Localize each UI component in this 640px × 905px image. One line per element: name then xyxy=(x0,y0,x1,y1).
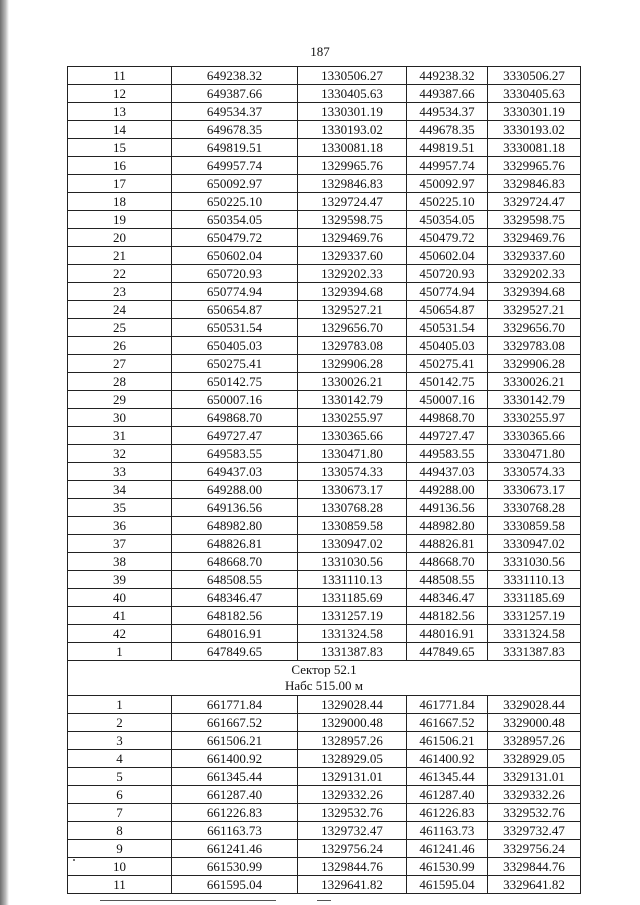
x-coordinate-cell: 648016.91 xyxy=(172,625,298,643)
x-local-cell: 449288.00 xyxy=(407,481,488,499)
table-row xyxy=(68,858,581,876)
x-coordinate-cell: 650405.03 xyxy=(172,337,298,355)
coordinates-table xyxy=(67,66,581,894)
y-coordinate-cell: 1329965.76 xyxy=(298,157,407,175)
scan-speck xyxy=(73,859,75,861)
y-local-cell: 3330142.79 xyxy=(488,391,581,409)
table-row xyxy=(68,607,581,625)
y-coordinate-cell: 1330859.58 xyxy=(298,517,407,535)
table-row xyxy=(68,427,581,445)
y-coordinate-cell: 1329756.24 xyxy=(298,840,407,858)
y-local-cell: 3329131.01 xyxy=(488,768,581,786)
y-local-cell: 3329202.33 xyxy=(488,265,581,283)
x-local-cell: 450092.97 xyxy=(407,175,488,193)
x-local-cell: 461667.52 xyxy=(407,714,488,732)
y-local-cell: 3330673.17 xyxy=(488,481,581,499)
point-number-cell: 33 xyxy=(68,463,172,481)
y-coordinate-cell: 1329906.28 xyxy=(298,355,407,373)
x-local-cell: 448182.56 xyxy=(407,607,488,625)
y-coordinate-cell: 1330142.79 xyxy=(298,391,407,409)
table-row xyxy=(68,499,581,517)
point-number-cell: 2 xyxy=(68,714,172,732)
x-local-cell: 461506.21 xyxy=(407,732,488,750)
y-local-cell: 3329332.26 xyxy=(488,786,581,804)
table-row xyxy=(68,876,581,894)
x-coordinate-cell: 661667.52 xyxy=(172,714,298,732)
table-row xyxy=(68,786,581,804)
point-number-cell: 29 xyxy=(68,391,172,409)
point-number-cell: 38 xyxy=(68,553,172,571)
x-coordinate-cell: 650720.93 xyxy=(172,265,298,283)
y-local-cell: 3330859.58 xyxy=(488,517,581,535)
point-number-cell: 6 xyxy=(68,786,172,804)
x-local-cell: 449136.56 xyxy=(407,499,488,517)
y-local-cell: 3329724.47 xyxy=(488,193,581,211)
x-coordinate-cell: 661345.44 xyxy=(172,768,298,786)
x-coordinate-cell: 648668.70 xyxy=(172,553,298,571)
x-coordinate-cell: 650531.54 xyxy=(172,319,298,337)
y-local-cell: 3330301.19 xyxy=(488,103,581,121)
x-local-cell: 449678.35 xyxy=(407,121,488,139)
point-number-cell: 9 xyxy=(68,840,172,858)
y-coordinate-cell: 1330081.18 xyxy=(298,139,407,157)
x-local-cell: 450720.93 xyxy=(407,265,488,283)
x-local-cell: 449727.47 xyxy=(407,427,488,445)
x-coordinate-cell: 647849.65 xyxy=(172,643,298,661)
table-row xyxy=(68,643,581,661)
y-local-cell: 3331185.69 xyxy=(488,589,581,607)
x-coordinate-cell: 661400.92 xyxy=(172,750,298,768)
point-number-cell: 41 xyxy=(68,607,172,625)
x-local-cell: 449957.74 xyxy=(407,157,488,175)
y-coordinate-cell: 1329131.01 xyxy=(298,768,407,786)
x-coordinate-cell: 650774.94 xyxy=(172,283,298,301)
y-local-cell: 3330026.21 xyxy=(488,373,581,391)
y-coordinate-cell: 1329844.76 xyxy=(298,858,407,876)
y-local-cell: 3331324.58 xyxy=(488,625,581,643)
y-local-cell: 3330768.28 xyxy=(488,499,581,517)
point-number-cell: 1 xyxy=(68,643,172,661)
x-local-cell: 448016.91 xyxy=(407,625,488,643)
x-local-cell: 461345.44 xyxy=(407,768,488,786)
y-local-cell: 3329906.28 xyxy=(488,355,581,373)
point-number-cell: 31 xyxy=(68,427,172,445)
y-coordinate-cell: 1330405.63 xyxy=(298,85,407,103)
x-coordinate-cell: 661595.04 xyxy=(172,876,298,894)
y-local-cell: 3329000.48 xyxy=(488,714,581,732)
x-coordinate-cell: 661530.99 xyxy=(172,858,298,876)
y-coordinate-cell: 1329846.83 xyxy=(298,175,407,193)
y-local-cell: 3330471.80 xyxy=(488,445,581,463)
point-number-cell: 8 xyxy=(68,822,172,840)
point-number-cell: 39 xyxy=(68,571,172,589)
x-coordinate-cell: 649534.37 xyxy=(172,103,298,121)
x-local-cell: 450354.05 xyxy=(407,211,488,229)
x-local-cell: 449387.66 xyxy=(407,85,488,103)
table-row xyxy=(68,175,581,193)
x-coordinate-cell: 661771.84 xyxy=(172,696,298,714)
y-coordinate-cell: 1330574.33 xyxy=(298,463,407,481)
point-number-cell: 13 xyxy=(68,103,172,121)
x-local-cell: 447849.65 xyxy=(407,643,488,661)
point-number-cell: 25 xyxy=(68,319,172,337)
x-local-cell: 461287.40 xyxy=(407,786,488,804)
point-number-cell: 37 xyxy=(68,535,172,553)
y-local-cell: 3328957.26 xyxy=(488,732,581,750)
y-coordinate-cell: 1329783.08 xyxy=(298,337,407,355)
table-row xyxy=(68,696,581,714)
point-number-cell: 3 xyxy=(68,732,172,750)
y-coordinate-cell: 1330947.02 xyxy=(298,535,407,553)
table-row xyxy=(68,840,581,858)
point-number-cell: 34 xyxy=(68,481,172,499)
table-row xyxy=(68,121,581,139)
table-row xyxy=(68,265,581,283)
y-coordinate-cell: 1329656.70 xyxy=(298,319,407,337)
x-coordinate-cell: 661226.83 xyxy=(172,804,298,822)
y-local-cell: 3330255.97 xyxy=(488,409,581,427)
y-coordinate-cell: 1329598.75 xyxy=(298,211,407,229)
footer-rule xyxy=(100,900,276,901)
table-row xyxy=(68,211,581,229)
x-coordinate-cell: 661163.73 xyxy=(172,822,298,840)
y-local-cell: 3329965.76 xyxy=(488,157,581,175)
y-local-cell: 3330405.63 xyxy=(488,85,581,103)
y-local-cell: 3331257.19 xyxy=(488,607,581,625)
point-number-cell: 19 xyxy=(68,211,172,229)
table-row xyxy=(68,283,581,301)
point-number-cell: 7 xyxy=(68,804,172,822)
y-coordinate-cell: 1330193.02 xyxy=(298,121,407,139)
point-number-cell: 26 xyxy=(68,337,172,355)
y-coordinate-cell: 1331110.13 xyxy=(298,571,407,589)
y-coordinate-cell: 1329724.47 xyxy=(298,193,407,211)
y-coordinate-cell: 1331030.56 xyxy=(298,553,407,571)
table-row xyxy=(68,463,581,481)
x-local-cell: 450602.04 xyxy=(407,247,488,265)
y-local-cell: 3329641.82 xyxy=(488,876,581,894)
x-coordinate-cell: 649727.47 xyxy=(172,427,298,445)
y-coordinate-cell: 1329394.68 xyxy=(298,283,407,301)
table-row xyxy=(68,355,581,373)
y-coordinate-cell: 1331324.58 xyxy=(298,625,407,643)
table-row xyxy=(68,373,581,391)
x-coordinate-cell: 649819.51 xyxy=(172,139,298,157)
x-local-cell: 448826.81 xyxy=(407,535,488,553)
x-coordinate-cell: 648182.56 xyxy=(172,607,298,625)
x-local-cell: 450531.54 xyxy=(407,319,488,337)
point-number-cell: 4 xyxy=(68,750,172,768)
point-number-cell: 15 xyxy=(68,139,172,157)
x-local-cell: 448982.80 xyxy=(407,517,488,535)
point-number-cell: 17 xyxy=(68,175,172,193)
y-coordinate-cell: 1329732.47 xyxy=(298,822,407,840)
y-local-cell: 3329732.47 xyxy=(488,822,581,840)
x-coordinate-cell: 650354.05 xyxy=(172,211,298,229)
x-coordinate-cell: 648982.80 xyxy=(172,517,298,535)
x-coordinate-cell: 649583.55 xyxy=(172,445,298,463)
y-local-cell: 3330365.66 xyxy=(488,427,581,445)
point-number-cell: 5 xyxy=(68,768,172,786)
table-row xyxy=(68,139,581,157)
point-number-cell: 32 xyxy=(68,445,172,463)
point-number-cell: 28 xyxy=(68,373,172,391)
x-coordinate-cell: 648826.81 xyxy=(172,535,298,553)
x-local-cell: 449437.03 xyxy=(407,463,488,481)
x-local-cell: 448668.70 xyxy=(407,553,488,571)
point-number-cell: 24 xyxy=(68,301,172,319)
point-number-cell: 16 xyxy=(68,157,172,175)
y-local-cell: 3328929.05 xyxy=(488,750,581,768)
coordinates-table-body xyxy=(68,67,581,894)
table-row xyxy=(68,571,581,589)
y-local-cell: 3329394.68 xyxy=(488,283,581,301)
y-coordinate-cell: 1328957.26 xyxy=(298,732,407,750)
x-local-cell: 461400.92 xyxy=(407,750,488,768)
x-local-cell: 461163.73 xyxy=(407,822,488,840)
footer-rule-short xyxy=(317,900,331,901)
y-coordinate-cell: 1329337.60 xyxy=(298,247,407,265)
x-coordinate-cell: 650602.04 xyxy=(172,247,298,265)
y-coordinate-cell: 1329469.76 xyxy=(298,229,407,247)
y-local-cell: 3329756.24 xyxy=(488,840,581,858)
x-local-cell: 450654.87 xyxy=(407,301,488,319)
y-coordinate-cell: 1330768.28 xyxy=(298,499,407,517)
page-number: 187 xyxy=(310,44,330,59)
x-local-cell: 448508.55 xyxy=(407,571,488,589)
point-number-cell: 18 xyxy=(68,193,172,211)
y-coordinate-cell: 1330301.19 xyxy=(298,103,407,121)
y-local-cell: 3330193.02 xyxy=(488,121,581,139)
x-coordinate-cell: 649957.74 xyxy=(172,157,298,175)
table-row xyxy=(68,85,581,103)
point-number-cell: 1 xyxy=(68,696,172,714)
table-row xyxy=(68,750,581,768)
table-row xyxy=(68,732,581,750)
x-local-cell: 450479.72 xyxy=(407,229,488,247)
point-number-cell: 27 xyxy=(68,355,172,373)
x-local-cell: 449819.51 xyxy=(407,139,488,157)
x-local-cell: 461595.04 xyxy=(407,876,488,894)
x-local-cell: 450774.94 xyxy=(407,283,488,301)
y-coordinate-cell: 1330471.80 xyxy=(298,445,407,463)
table-row xyxy=(68,337,581,355)
y-local-cell: 3329844.76 xyxy=(488,858,581,876)
y-local-cell: 3330506.27 xyxy=(488,67,581,85)
x-local-cell: 450405.03 xyxy=(407,337,488,355)
x-local-cell: 461771.84 xyxy=(407,696,488,714)
y-coordinate-cell: 1329028.44 xyxy=(298,696,407,714)
x-coordinate-cell: 648508.55 xyxy=(172,571,298,589)
y-local-cell: 3331030.56 xyxy=(488,553,581,571)
point-number-cell: 10 xyxy=(68,858,172,876)
x-coordinate-cell: 661241.46 xyxy=(172,840,298,858)
table-row xyxy=(68,409,581,427)
sector-title: Сектор 52.1 xyxy=(291,662,357,677)
table-row xyxy=(68,481,581,499)
x-coordinate-cell: 650092.97 xyxy=(172,175,298,193)
table-row xyxy=(68,445,581,463)
y-coordinate-cell: 1331185.69 xyxy=(298,589,407,607)
y-local-cell: 3329337.60 xyxy=(488,247,581,265)
x-coordinate-cell: 649678.35 xyxy=(172,121,298,139)
x-coordinate-cell: 650142.75 xyxy=(172,373,298,391)
x-coordinate-cell: 649288.00 xyxy=(172,481,298,499)
table-row xyxy=(68,193,581,211)
x-local-cell: 450142.75 xyxy=(407,373,488,391)
y-coordinate-cell: 1330255.97 xyxy=(298,409,407,427)
table-row xyxy=(68,247,581,265)
point-number-cell: 22 xyxy=(68,265,172,283)
y-local-cell: 3331387.83 xyxy=(488,643,581,661)
table-row xyxy=(68,301,581,319)
table-row xyxy=(68,714,581,732)
y-local-cell: 3329846.83 xyxy=(488,175,581,193)
y-local-cell: 3329532.76 xyxy=(488,804,581,822)
x-local-cell: 461226.83 xyxy=(407,804,488,822)
x-local-cell: 450225.10 xyxy=(407,193,488,211)
y-local-cell: 3330947.02 xyxy=(488,535,581,553)
x-coordinate-cell: 650275.41 xyxy=(172,355,298,373)
table-row xyxy=(68,319,581,337)
y-local-cell: 3329656.70 xyxy=(488,319,581,337)
x-coordinate-cell: 649136.56 xyxy=(172,499,298,517)
y-local-cell: 3331110.13 xyxy=(488,571,581,589)
table-row xyxy=(68,535,581,553)
y-coordinate-cell: 1329000.48 xyxy=(298,714,407,732)
table-row xyxy=(68,589,581,607)
table-row xyxy=(68,822,581,840)
point-number-cell: 14 xyxy=(68,121,172,139)
point-number-cell: 35 xyxy=(68,499,172,517)
table-row xyxy=(68,157,581,175)
point-number-cell: 11 xyxy=(68,67,172,85)
y-coordinate-cell: 1330506.27 xyxy=(298,67,407,85)
y-coordinate-cell: 1329641.82 xyxy=(298,876,407,894)
table-row xyxy=(68,103,581,121)
table-row xyxy=(68,391,581,409)
y-coordinate-cell: 1329527.21 xyxy=(298,301,407,319)
y-coordinate-cell: 1329332.26 xyxy=(298,786,407,804)
y-coordinate-cell: 1329532.76 xyxy=(298,804,407,822)
y-coordinate-cell: 1331257.19 xyxy=(298,607,407,625)
x-coordinate-cell: 649238.32 xyxy=(172,67,298,85)
y-local-cell: 3329028.44 xyxy=(488,696,581,714)
y-coordinate-cell: 1330026.21 xyxy=(298,373,407,391)
y-local-cell: 3330081.18 xyxy=(488,139,581,157)
point-number-cell: 36 xyxy=(68,517,172,535)
x-coordinate-cell: 661506.21 xyxy=(172,732,298,750)
x-coordinate-cell: 650479.72 xyxy=(172,229,298,247)
y-local-cell: 3329598.75 xyxy=(488,211,581,229)
x-local-cell: 449583.55 xyxy=(407,445,488,463)
table-row xyxy=(68,804,581,822)
point-number-cell: 42 xyxy=(68,625,172,643)
y-local-cell: 3329783.08 xyxy=(488,337,581,355)
x-coordinate-cell: 661287.40 xyxy=(172,786,298,804)
x-local-cell: 461241.46 xyxy=(407,840,488,858)
y-coordinate-cell: 1331387.83 xyxy=(298,643,407,661)
table-row xyxy=(68,517,581,535)
x-coordinate-cell: 650007.16 xyxy=(172,391,298,409)
x-local-cell: 450275.41 xyxy=(407,355,488,373)
x-local-cell: 461530.99 xyxy=(407,858,488,876)
sector-elevation: Набс 515.00 м xyxy=(284,678,364,693)
sector-header-row xyxy=(68,661,581,696)
x-local-cell: 450007.16 xyxy=(407,391,488,409)
x-local-cell: 449238.32 xyxy=(407,67,488,85)
y-coordinate-cell: 1329202.33 xyxy=(298,265,407,283)
point-number-cell: 12 xyxy=(68,85,172,103)
table-row xyxy=(68,553,581,571)
point-number-cell: 11 xyxy=(68,876,172,894)
x-local-cell: 449534.37 xyxy=(407,103,488,121)
x-coordinate-cell: 649437.03 xyxy=(172,463,298,481)
y-local-cell: 3329469.76 xyxy=(488,229,581,247)
point-number-cell: 20 xyxy=(68,229,172,247)
y-local-cell: 3330574.33 xyxy=(488,463,581,481)
scan-edge-shadow xyxy=(0,0,9,905)
table-row xyxy=(68,229,581,247)
x-local-cell: 448346.47 xyxy=(407,589,488,607)
x-coordinate-cell: 650225.10 xyxy=(172,193,298,211)
x-coordinate-cell: 649868.70 xyxy=(172,409,298,427)
point-number-cell: 21 xyxy=(68,247,172,265)
x-coordinate-cell: 650654.87 xyxy=(172,301,298,319)
x-local-cell: 449868.70 xyxy=(407,409,488,427)
table-row xyxy=(68,67,581,85)
table-row xyxy=(68,768,581,786)
table-row xyxy=(68,625,581,643)
y-local-cell: 3329527.21 xyxy=(488,301,581,319)
y-coordinate-cell: 1330673.17 xyxy=(298,481,407,499)
point-number-cell: 40 xyxy=(68,589,172,607)
y-coordinate-cell: 1330365.66 xyxy=(298,427,407,445)
x-coordinate-cell: 649387.66 xyxy=(172,85,298,103)
y-coordinate-cell: 1328929.05 xyxy=(298,750,407,768)
point-number-cell: 30 xyxy=(68,409,172,427)
point-number-cell: 23 xyxy=(68,283,172,301)
sector-header-cell xyxy=(68,661,581,696)
x-coordinate-cell: 648346.47 xyxy=(172,589,298,607)
